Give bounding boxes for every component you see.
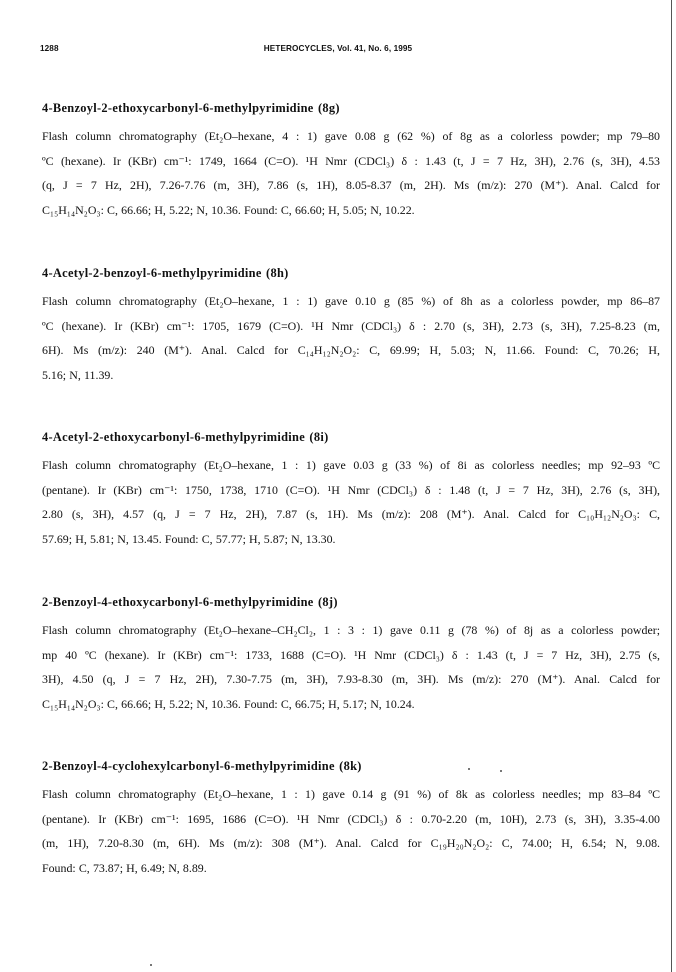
compound-entry-8j [42,595,660,717]
compound-description [42,124,660,223]
scan-speck [468,768,470,770]
compound-entry-8g [42,101,660,223]
compound-description [42,782,660,881]
text-line: 6H). Ms (m/z): 240 (M⁺). Anal. Calcd for C₁₄H₁₂N₂O₂: C, 69.99; H, 5.03; N, 11.66. Found: C, 70.26; H, [42,343,660,358]
text-line: Flash column chromatography (Et₂O–hexane–CH₂Cl₂, 1 : 3 : 1) gave 0.11 g (78 %) of 8j as a colorless powder; [42,623,660,637]
text-line: 2.80 (s, 3H), 4.57 (q, J = 7 Hz, 2H), 7.87 (s, 1H). Ms (m/z): 208 (M⁺). Anal. Calcd for C₁₀H₁₂N₂O₃: C, [42,507,660,522]
text-line: Found: C, 73.87; H, 6.49; N, 8.89. [42,861,207,876]
text-line: C₁₅H₁₄N₂O₃: C, 66.66; H, 5.22; N, 10.36. Found: C, 66.75; H, 5.17; N, 10.24. [42,697,415,712]
compound-title: 2-Benzoyl-4-cyclohexylcarbonyl-6-methylpyrimidine (8k) [42,759,362,773]
compound-description [42,618,660,717]
text-line: ºC (hexane). Ir (KBr) cm⁻¹: 1705, 1679 (C=O). ¹H Nmr (CDCl₃) δ : 2.70 (s, 3H), 2.73 (s, 3H), 7.25-8.23 (m, [42,318,660,333]
text-line: Flash column chromatography (Et₂O–hexane, 1 : 1) gave 0.14 g (91 %) of 8k as colorless needles; mp 83–84 ºC [42,787,660,801]
text-line: (pentane). Ir (KBr) cm⁻¹: 1695, 1686 (C=O). ¹H Nmr (CDCl₃) δ : 0.70-2.20 (m, 10H), 2.73 (s, 3H), 3.35-4.00 [42,811,660,826]
compound-entry-8k [42,759,660,881]
compound-title: 4-Benzoyl-2-ethoxycarbonyl-6-methylpyrimidine (8g) [42,101,340,115]
compound-title: 4-Acetyl-2-ethoxycarbonyl-6-methylpyrimidine (8i) [42,430,329,444]
compound-entry-8i [42,430,660,552]
text-line: mp 40 ºC (hexane). Ir (KBr) cm⁻¹: 1733, 1688 (C=O). ¹H Nmr (CDCl₃) δ : 1.43 (t, J = 7 Hz, 3H), 2.75 (s, [42,647,660,662]
text-line: 3H), 4.50 (q, J = 7 Hz, 2H), 7.30-7.75 (m, 3H), 7.93-8.30 (m, 3H). Ms (m/z): 270 (M⁺). Anal. Calcd for [42,672,660,687]
compound-title: 4-Acetyl-2-benzoyl-6-methylpyrimidine (8h) [42,266,289,280]
compound-entry-8h [42,266,660,388]
text-line: (m, 1H), 7.20-8.30 (m, 6H). Ms (m/z): 308 (M⁺). Anal. Calcd for C₁₉H₂₀N₂O₂: C, 74.00; H, 6.54; N, 9.08. [42,836,660,851]
text-line: 5.16; N, 11.39. [42,368,114,383]
page-edge-line [671,0,672,972]
text-line: C₁₅H₁₄N₂O₃: C, 66.66; H, 5.22; N, 10.36. Found: C, 66.60; H, 5.05; N, 10.22. [42,203,415,218]
text-line: 57.69; H, 5.81; N, 13.45. Found: C, 57.77; H, 5.87; N, 13.30. [42,532,336,547]
compound-description [42,289,660,388]
text-line: (q, J = 7 Hz, 2H), 7.26-7.76 (m, 3H), 7.86 (s, 1H), 8.05-8.37 (m, 2H). Ms (m/z): 270 (M⁺). Anal. Calcd for [42,178,660,193]
scan-speck [500,770,502,772]
scan-speck [150,964,152,966]
compound-title: 2-Benzoyl-4-ethoxycarbonyl-6-methylpyrimidine (8j) [42,595,338,609]
running-title: HETEROCYCLES, Vol. 41, No. 6, 1995 [263,44,413,53]
page-number: 1288 [40,44,59,53]
page-header [0,44,676,58]
compound-description [42,453,660,552]
text-line: Flash column chromatography (Et₂O–hexane, 1 : 1) gave 0.10 g (85 %) of 8h as a colorless powder, mp 86–87 [42,294,660,308]
text-line: Flash column chromatography (Et₂O–hexane, 4 : 1) gave 0.08 g (62 %) of 8g as a colorless powder; mp 79–80 [42,129,660,143]
text-line: ºC (hexane). Ir (KBr) cm⁻¹: 1749, 1664 (C=O). ¹H Nmr (CDCl₃) δ : 1.43 (t, J = 7 Hz, 3H), 2.76 (s, 3H), 4.53 [42,153,660,168]
text-line: Flash column chromatography (Et₂O–hexane, 1 : 1) gave 0.03 g (33 %) of 8i as colorless needles; mp 92–93 ºC [42,458,660,472]
text-line: (pentane). Ir (KBr) cm⁻¹: 1750, 1738, 1710 (C=O). ¹H Nmr (CDCl₃) δ : 1.48 (t, J = 7 Hz, 3H), 2.76 (s, 3H), [42,482,660,497]
